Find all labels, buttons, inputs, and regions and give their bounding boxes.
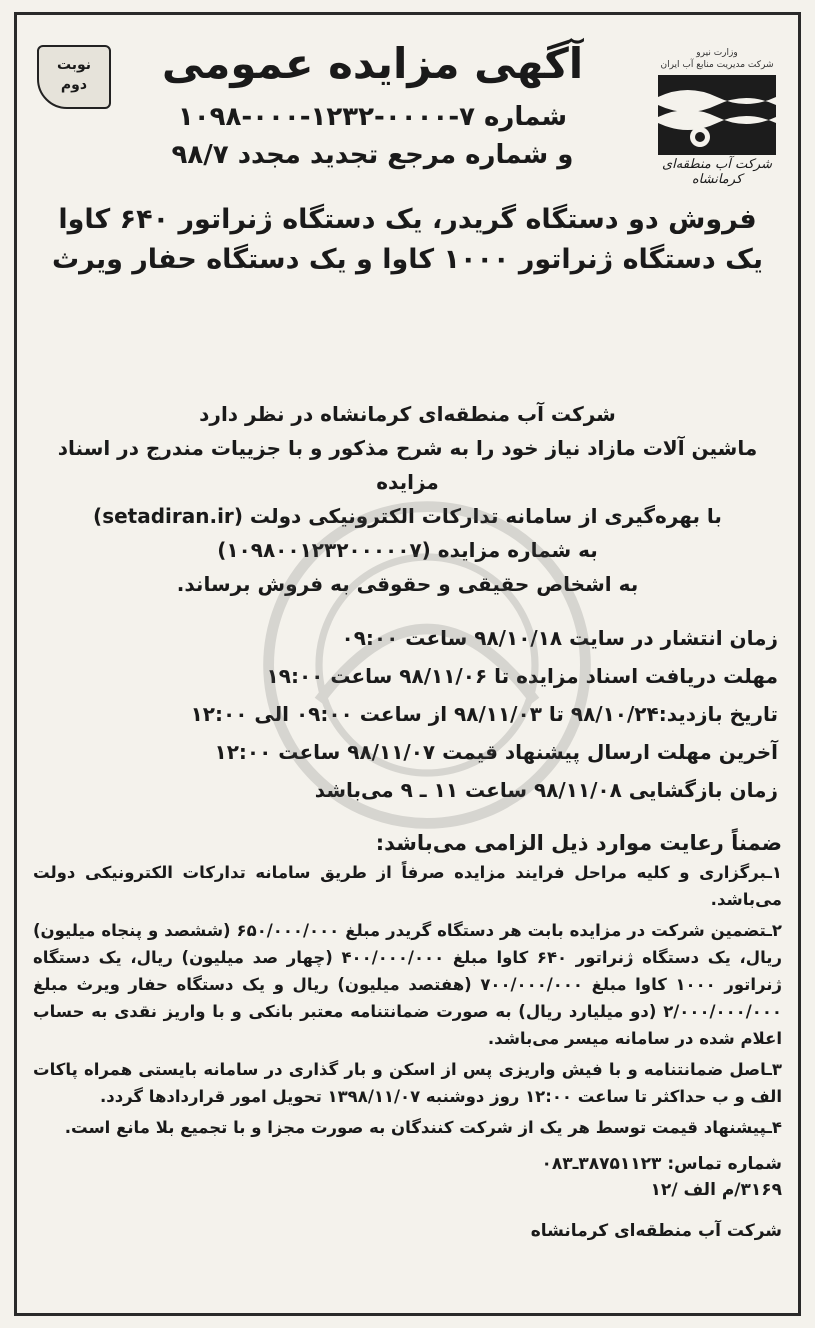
logo-caption: شرکت آب منطقه‌ای کرمانشاه — [661, 157, 773, 187]
water-wave-logo-icon — [658, 75, 776, 155]
schedule-visit: تاریخ بازدید:۹۸/۱۰/۲۴ تا ۹۸/۱۱/۰۳ از ساعت ۰۹:۰۰ الی ۱۲:۰۰ — [190, 702, 778, 726]
reference-number: و شماره مرجع تجدید مجدد ۹۸/۷ — [171, 140, 574, 170]
footer-signature: شرکت آب منطقه‌ای کرمانشاه — [530, 1221, 782, 1241]
ad-code: ۳۱۶۹/م الف /۱۲ — [650, 1180, 782, 1200]
ad-subject — [33, 200, 782, 280]
logo-small-line2: شرکت مدیریت منابع آب ایران — [660, 60, 774, 70]
auction-number: شماره ۷-۰۰۰۰-۱۲۳۲-۰۰۰-۱۰۹۸ — [177, 102, 568, 132]
schedule-deadline: آخرین مهلت ارسال پیشنهاد قیمت ۹۸/۱۱/۰۷ ساعت ۱۲:۰۰ — [214, 740, 778, 764]
ad-header — [33, 39, 782, 379]
ad-title: آگهی مزایده عمومی — [161, 39, 584, 88]
ad-intro — [33, 397, 782, 601]
intro-line2: ماشین آلات مازاد نیاز خود را به شرح مذکور و با جزییات مندرج در اسناد مزایده — [57, 436, 758, 494]
note-item-1: ۱ـبرگزاری و کلیه مراحل فرایند مزایده صرفاً از طریق سامانه تدارکات الکترونیکی دولت می‌باشد. — [33, 863, 782, 909]
round-badge — [37, 45, 111, 109]
badge-line1: نوبت — [56, 57, 92, 73]
notes-heading: ضمناً رعایت موارد ذیل الزامی می‌باشد: — [375, 831, 782, 855]
schedule-publish: زمان انتشار در سایت ۹۸/۱۰/۱۸ ساعت ۰۹:۰۰ — [341, 626, 778, 650]
note-item-3: ۳ـاصل ضمانتنامه و با فیش واریزی پس از اسکن و بار گذاری در سامانه بایستی همراه پاکات الف و ب حداکثر تا ساعت ۱۲:۰۰ روز دوشنبه ۱۳۹۸/۱۱/۰۷ تحویل امور قراردادها گردد. — [33, 1060, 782, 1106]
logo-small-line1: وزارت نیرو — [696, 48, 738, 58]
schedule-opening: زمان بازگشایی ۹۸/۱۱/۰۸ ساعت ۱۱ ـ ۹ می‌باشد — [314, 778, 778, 802]
schedule-documents: مهلت دریافت اسناد مزایده تا ۹۸/۱۱/۰۶ ساعت ۱۹:۰۰ — [266, 664, 778, 688]
contact-block — [33, 1151, 782, 1203]
note-item-4: ۴ـپیشنهاد قیمت توسط هر یک از شرکت کنندگان به صورت مجزا و با تجمیع بلا مانع است. — [64, 1118, 782, 1137]
intro-line3: با بهره‌گیری از سامانه تدارکات الکترونیکی دولت (setadiran.ir) — [93, 504, 722, 528]
intro-line1: شرکت آب منطقه‌ای کرمانشاه در نظر دارد — [199, 402, 616, 426]
subject-line1: فروش دو دستگاه گریدر، یک دستگاه ژنراتور ۶۴۰ کاوا — [58, 204, 757, 235]
note-item-2: ۲ـتضمین شرکت در مزایده بابت هر دستگاه گریدر مبلغ ۶۵۰/۰۰۰/۰۰۰ (ششصد و پنجاه میلیون) ریال، یک دستگاه ژنراتور ۶۴۰ کاوا مبلغ ۴۰۰/۰۰۰/۰۰۰ (چهار صد میلیون) ریال، یک دستگاه ژنراتور ۱۰۰۰ کاوا مبلغ ۷۰۰/۰۰۰/۰۰۰ (هفتصد میلیون) ریال و یک دستگاه حفار ویرث مبلغ ۲/۰۰۰/۰۰۰/۰۰۰ (دو میلیارد ریال) به صورت ضمانتنامه معتبر بانکی و با واریز نقدی به حساب اعلام شده در سامانه میسر می‌باشد. — [33, 921, 782, 1048]
company-logo — [652, 47, 782, 187]
intro-line5: به اشخاص حقیقی و حقوقی به فروش برساند. — [176, 572, 639, 596]
intro-line4: به شماره مزایده (۱۰۹۸۰۰۱۲۳۲۰۰۰۰۰۷) — [217, 538, 598, 562]
ad-frame — [14, 12, 801, 1316]
contact-phone: شماره تماس: ۳۸۷۵۱۱۲۳ـ۰۸۳ — [541, 1154, 782, 1174]
badge-line2: دوم — [60, 77, 88, 93]
schedule-list — [33, 619, 782, 809]
subject-line2: یک دستگاه ژنراتور ۱۰۰۰ کاوا و یک دستگاه حفار ویرث — [52, 244, 763, 275]
